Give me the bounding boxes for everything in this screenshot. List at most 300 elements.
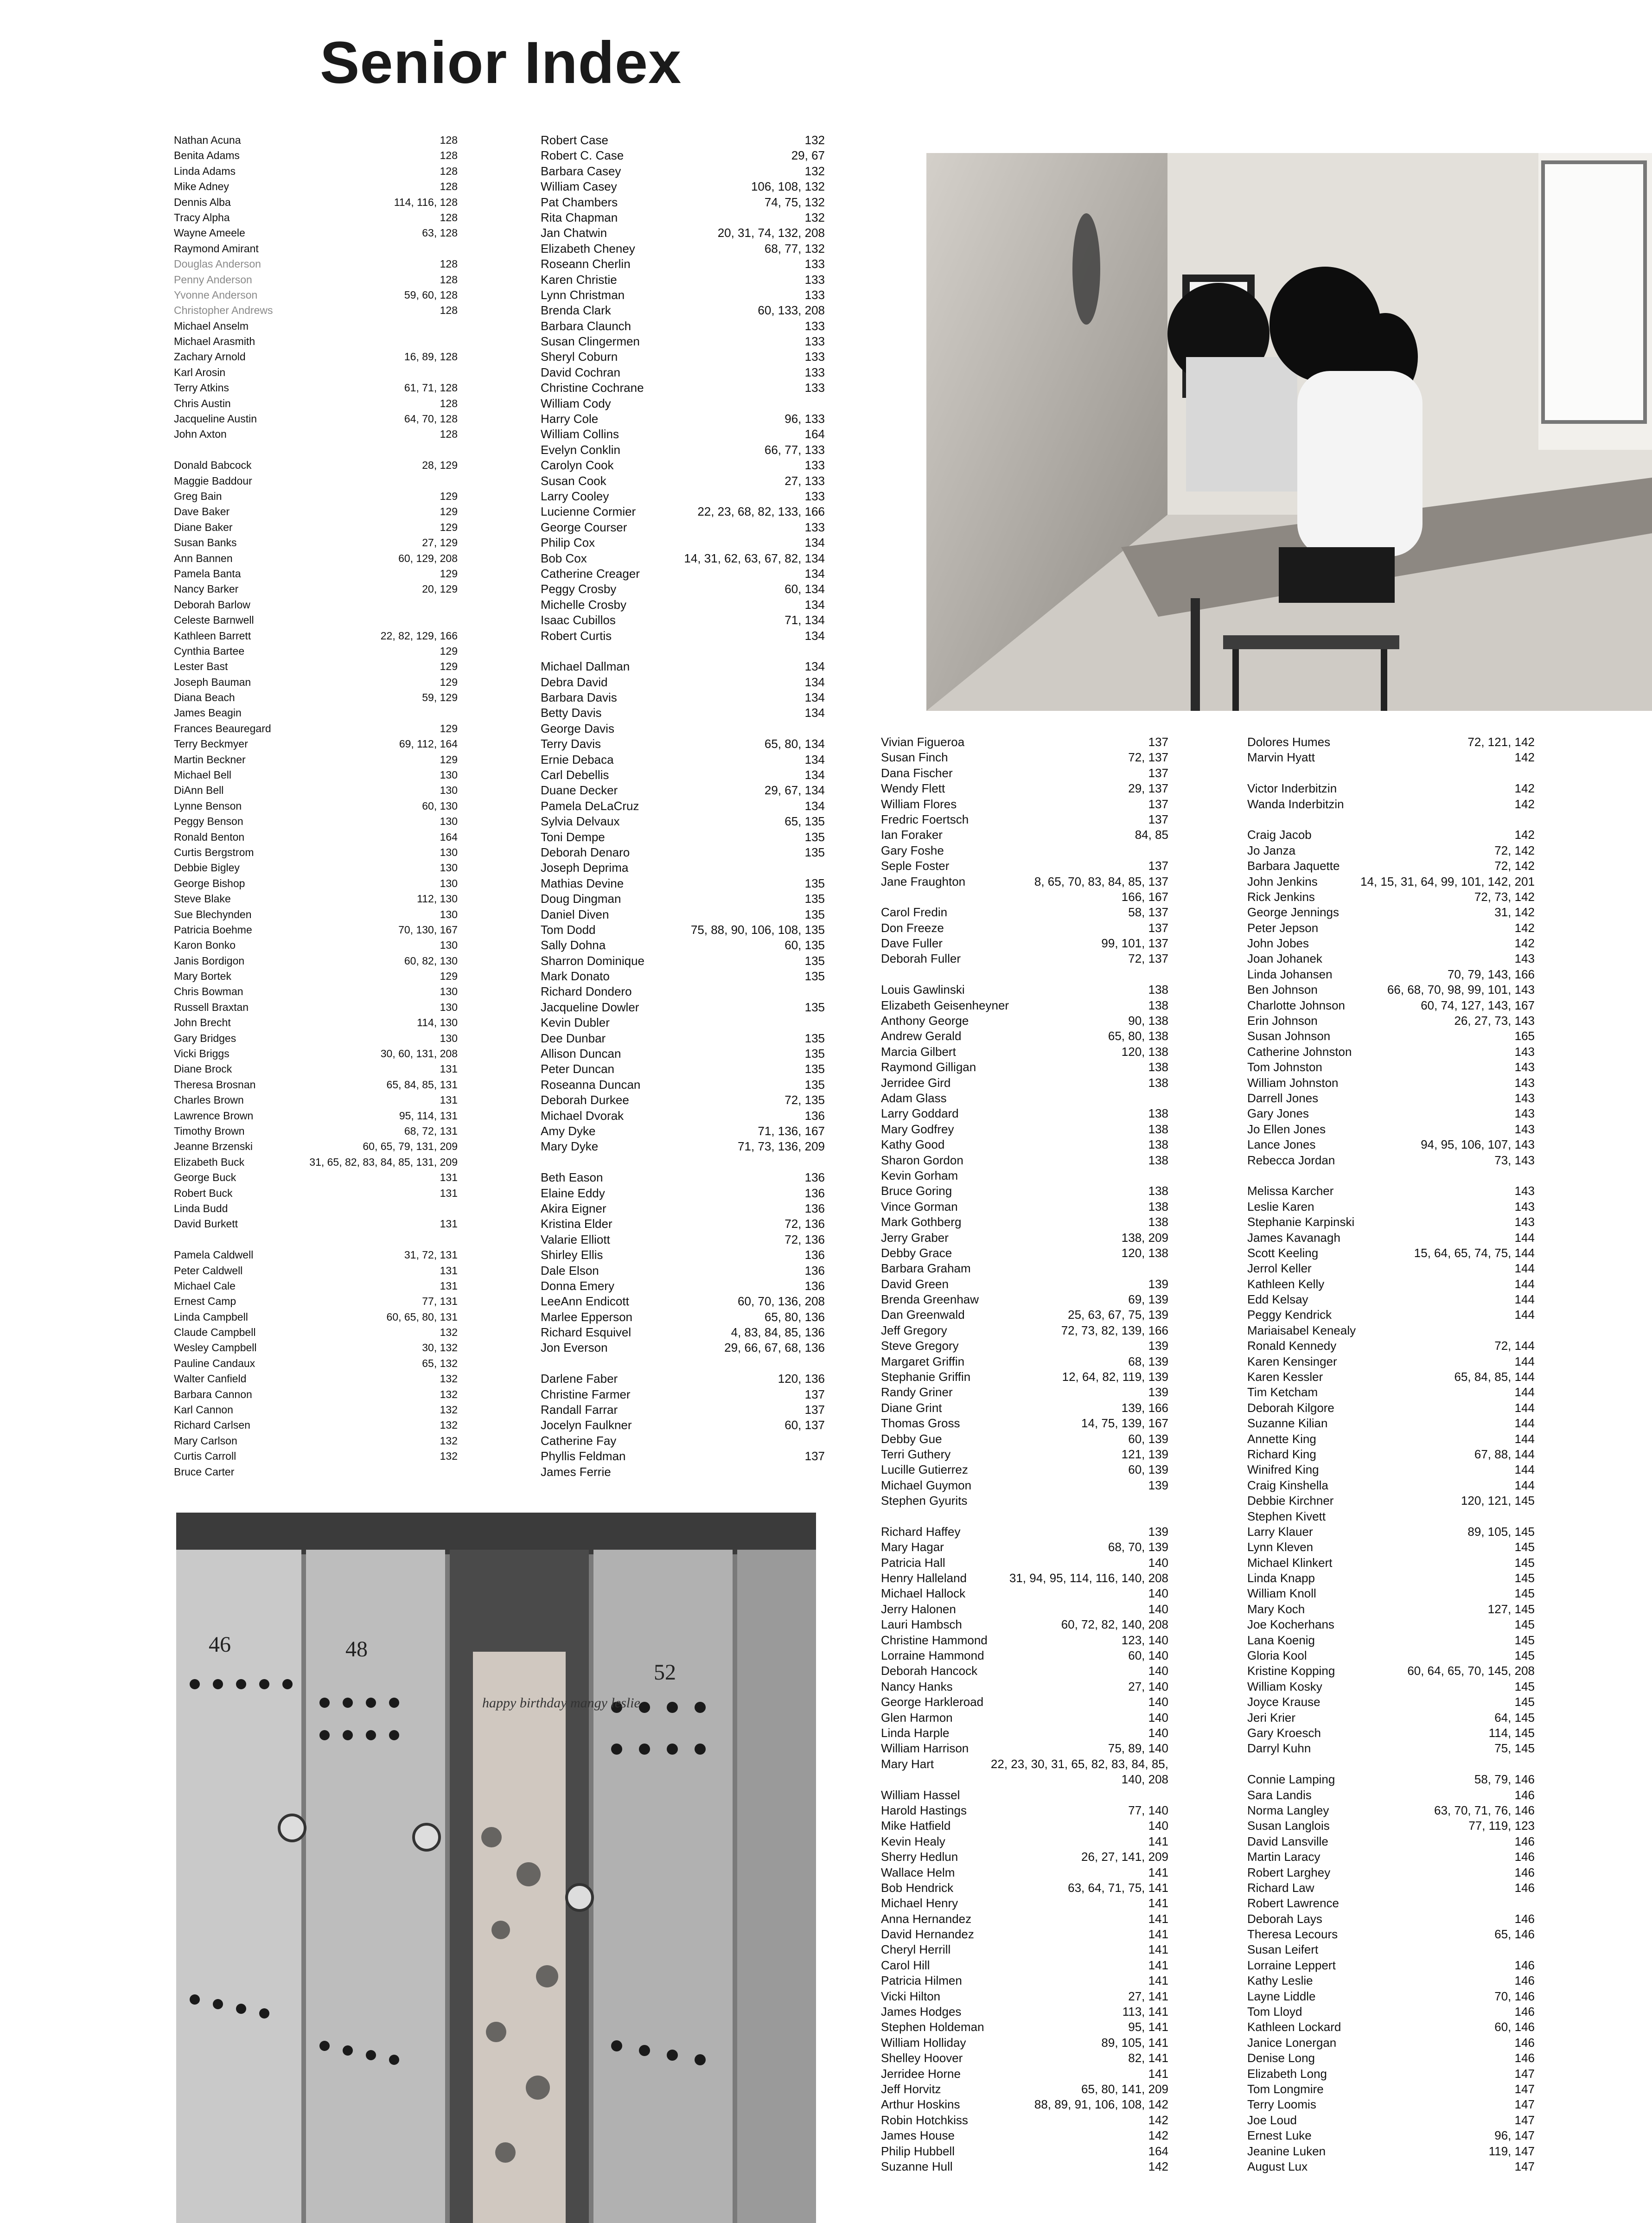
index-entry (1247, 1648, 1535, 1663)
entry-name: Lauri Hambsch (881, 1617, 962, 1632)
index-entry (541, 396, 825, 411)
entry-pages: 77, 131 (422, 1295, 458, 1308)
entry-name: David Cochran (541, 365, 620, 379)
entry-pages: 60, 64, 65, 70, 145, 208 (1407, 1664, 1535, 1678)
entry-name: August Lux (1247, 2159, 1308, 2173)
entry-name: Randall Farrar (541, 1403, 618, 1417)
entry-name: Diana Beach (174, 691, 235, 704)
entry-name: Susan Cook (541, 473, 606, 488)
entry-name: Deborah Durkee (541, 1093, 629, 1107)
entry-pages: 129 (440, 722, 458, 735)
entry-name: Debbie Bigley (174, 862, 240, 874)
entry-pages: 137 (1148, 920, 1168, 935)
entry-name: Barbara Claunch (541, 319, 631, 333)
index-entry (1247, 2159, 1535, 2174)
entry-pages: 142 (1148, 2113, 1168, 2127)
entry-pages: 128 (440, 304, 458, 317)
entry-name: Raymond Amirant (174, 242, 259, 255)
entry-name: Denise Long (1247, 2051, 1315, 2065)
index-entry (541, 427, 825, 442)
index-entry (541, 1015, 825, 1030)
entry-name: Victor Inderbitzin (1247, 781, 1337, 796)
entry-name: William Flores (881, 797, 957, 811)
index-entry (881, 1075, 1168, 1091)
entry-name: John Jobes (1247, 936, 1309, 951)
index-entry (541, 705, 825, 721)
entry-name: Joseph Deprima (541, 861, 629, 875)
index-entry (541, 938, 825, 953)
entry-pages: 132 (804, 210, 825, 224)
index-entry (174, 1000, 458, 1015)
entry-name: James Ferrie (541, 1464, 611, 1479)
entry-name: William Cody (541, 396, 611, 410)
index-entry (541, 1247, 825, 1263)
entry-pages: 89, 105, 141 (1101, 2035, 1168, 2050)
entry-pages: 144 (1514, 1261, 1535, 1276)
entry-pages: 71, 136, 167 (758, 1124, 825, 1138)
entry-pages: 146 (1514, 1880, 1535, 1895)
entry-pages: 65, 80, 136 (764, 1310, 825, 1324)
entry-pages: 143 (1514, 1184, 1535, 1198)
index-entry (174, 860, 458, 875)
entry-pages: 138 (1148, 1184, 1168, 1198)
entry-name: Winifred King (1247, 1463, 1319, 1477)
index-entry (881, 1493, 1168, 1508)
entry-pages: 64, 70, 128 (404, 413, 458, 425)
entry-name: Gary Foshe (881, 843, 944, 857)
entry-pages: 63, 128 (422, 227, 458, 239)
locker-number-48: 48 (345, 1637, 368, 1661)
entry-name: Ernie Debaca (541, 752, 614, 767)
index-entry (174, 891, 458, 907)
entry-pages: 143 (1514, 1122, 1535, 1136)
section-gap (541, 644, 825, 659)
entry-pages: 131 (440, 1264, 458, 1277)
entry-pages: 142 (1514, 936, 1535, 951)
entry-pages: 140 (1148, 1819, 1168, 1833)
entry-pages: 135 (804, 1047, 825, 1061)
entry-pages: 69, 139 (1128, 1292, 1168, 1307)
entry-name: Jane Fraughton (881, 874, 966, 888)
index-entry (174, 1124, 458, 1139)
index-entry (881, 1137, 1168, 1152)
entry-pages: 72, 142 (1494, 843, 1535, 857)
entry-name: Deborah Hancock (881, 1664, 978, 1678)
index-entry (881, 951, 1168, 966)
entry-name: Catherine Creager (541, 566, 640, 581)
entry-pages: 146 (1514, 1865, 1535, 1879)
entry-name: James Hodges (881, 2005, 962, 2019)
entry-pages: 133 (804, 520, 825, 534)
index-entry (174, 597, 458, 613)
entry-name: Curtis Bergstrom (174, 846, 254, 858)
index-entry (881, 1679, 1168, 1694)
entry-name: Ernest Camp (174, 1295, 236, 1308)
index-entry (541, 1232, 825, 1247)
entry-name: Pauline Candaux (174, 1357, 255, 1369)
entry-pages: 133 (804, 365, 825, 379)
entry-name: Vicki Hilton (881, 1989, 941, 2003)
entry-name: William Kosky (1247, 1679, 1322, 1693)
index-entry (174, 195, 458, 210)
entry-name: Wendy Flett (881, 781, 945, 796)
index-entry (1247, 1602, 1535, 1617)
entry-pages: 145 (1514, 1586, 1535, 1601)
index-entry (541, 1371, 825, 1386)
index-column-2 (541, 133, 825, 1480)
index-entry (1247, 1509, 1535, 1524)
index-entry (881, 797, 1168, 812)
index-entry (541, 1108, 825, 1124)
entry-pages: 31, 65, 82, 83, 84, 85, 131, 209 (309, 1156, 458, 1168)
index-entry (541, 303, 825, 318)
entry-pages: 130 (440, 877, 458, 889)
entry-name: Susan Johnson (1247, 1029, 1331, 1043)
entry-name: Chris Bowman (174, 985, 243, 998)
entry-name: Michael Henry (881, 1896, 958, 1910)
entry-name: Peter Duncan (541, 1062, 614, 1076)
entry-pages: 145 (1514, 1633, 1535, 1647)
entry-name: Jon Everson (541, 1341, 608, 1355)
entry-name: Dan Greenwald (881, 1308, 965, 1322)
index-entry (881, 1369, 1168, 1385)
entry-pages: 65, 84, 85, 131 (386, 1078, 458, 1091)
entry-pages: 147 (1514, 2097, 1535, 2112)
entry-pages: 132 (440, 1404, 458, 1416)
index-entry (1247, 998, 1535, 1013)
index-entry (1247, 1385, 1535, 1400)
index-entry (1247, 1539, 1535, 1555)
index-entry (174, 1108, 458, 1124)
index-entry (541, 349, 825, 364)
index-entry (541, 1170, 825, 1185)
entry-name: Marvin Hyatt (1247, 750, 1315, 765)
entry-pages: 146 (1514, 1834, 1535, 1848)
entry-pages: 60, 130 (422, 799, 458, 812)
index-entry (881, 1694, 1168, 1710)
index-entry (1247, 1880, 1535, 1896)
entry-pages: 134 (804, 659, 825, 674)
index-entry (174, 1310, 458, 1325)
section-gap (174, 442, 458, 458)
entry-name: Larry Goddard (881, 1106, 959, 1121)
entry-name: Jeff Gregory (881, 1323, 947, 1337)
entry-name: Karl Arosin (174, 366, 226, 378)
entry-name: Diane Baker (174, 521, 233, 533)
index-entry (541, 1402, 825, 1418)
entry-name: Barbara Casey (541, 164, 621, 178)
entry-name: Karen Kessler (1247, 1370, 1323, 1384)
entry-name: Mary Godfrey (881, 1122, 954, 1136)
entry-pages: 137 (1148, 766, 1168, 780)
entry-name: Zachary Arnold (174, 351, 246, 363)
index-entry (1247, 1710, 1535, 1725)
entry-pages: 99, 101, 137 (1101, 936, 1168, 951)
index-entry (881, 889, 1168, 905)
entry-name: Mariaisabel Kenealy (1247, 1323, 1356, 1337)
section-gap (541, 1356, 825, 1371)
index-entry (1247, 2019, 1535, 2035)
entry-pages: 131 (440, 1063, 458, 1075)
index-entry (174, 365, 458, 380)
index-entry (1247, 1431, 1535, 1447)
index-entry (174, 675, 458, 690)
entry-pages: 25, 63, 67, 75, 139 (1068, 1308, 1168, 1322)
entry-name: Craig Kinshella (1247, 1478, 1328, 1492)
entry-name: Mary Bortek (174, 970, 231, 983)
entry-pages: 29, 67 (791, 148, 825, 163)
entry-name: Robin Hotchkiss (881, 2113, 968, 2127)
entry-name: Curtis Carroll (174, 1450, 236, 1463)
entry-pages: 60, 82, 130 (404, 954, 458, 967)
entry-name: Jerry Graber (881, 1230, 949, 1245)
index-entry (174, 783, 458, 798)
page-title: Senior Index (320, 30, 682, 96)
study-photo (926, 153, 1652, 711)
entry-pages: 67, 88, 144 (1474, 1447, 1535, 1461)
entry-pages: 26, 27, 73, 143 (1454, 1014, 1535, 1028)
entry-pages: 144 (1514, 1230, 1535, 1245)
entry-pages: 138 (1148, 998, 1168, 1012)
entry-pages: 132 (440, 1450, 458, 1463)
entry-name: Michael Arasmith (174, 335, 255, 348)
index-entry (541, 319, 825, 334)
entry-pages: 60, 146 (1494, 2020, 1535, 2034)
entry-name: Harry Cole (541, 412, 599, 426)
index-entry (541, 164, 825, 179)
index-entry (1247, 1153, 1535, 1168)
entry-pages: 65, 80, 134 (764, 737, 825, 751)
index-entry (1247, 1230, 1535, 1246)
entry-pages: 131 (440, 1218, 458, 1230)
entry-pages: 128 (440, 428, 458, 441)
entry-pages: 136 (804, 1201, 825, 1215)
index-entry (881, 2035, 1168, 2051)
entry-name: Ronald Kennedy (1247, 1339, 1337, 1353)
entry-pages: 134 (804, 690, 825, 705)
entry-name: Lawrence Brown (174, 1109, 254, 1122)
entry-pages: 144 (1514, 1400, 1535, 1415)
entry-pages: 143 (1514, 1075, 1535, 1090)
entry-pages: 75, 88, 90, 106, 108, 135 (690, 922, 825, 937)
entry-name: Lynne Benson (174, 799, 242, 812)
entry-name: Annette King (1247, 1431, 1316, 1446)
index-entry (1247, 1354, 1535, 1369)
entry-name: Gloria Kool (1247, 1648, 1307, 1663)
entry-pages: 166, 167 (1121, 889, 1168, 904)
index-entry (541, 1418, 825, 1433)
entry-name: Layne Liddle (1247, 1989, 1316, 2003)
entry-name: Carl Debellis (541, 768, 609, 782)
entry-pages: 68, 70, 139 (1108, 1540, 1168, 1554)
entry-name: Kevin Healy (881, 1834, 945, 1848)
entry-name: Jeff Horvitz (881, 2082, 941, 2096)
index-entry (174, 1402, 458, 1418)
entry-pages: 141 (1148, 1927, 1168, 1942)
index-entry (174, 319, 458, 334)
entry-name: Carolyn Cook (541, 458, 614, 473)
entry-name: Carol Hill (881, 1958, 930, 1972)
entry-pages: 164 (804, 427, 825, 441)
entry-pages: 144 (1514, 1463, 1535, 1477)
entry-pages: 141 (1148, 1896, 1168, 1910)
index-entry (541, 287, 825, 303)
index-entry (1247, 1958, 1535, 1973)
index-entry (1247, 1338, 1535, 1354)
entry-name: Isaac Cubillos (541, 613, 616, 627)
index-entry (541, 1201, 825, 1216)
index-entry (1247, 1788, 1535, 1803)
entry-pages: 130 (440, 908, 458, 920)
entry-name: Peggy Benson (174, 815, 243, 828)
index-entry (541, 798, 825, 814)
entry-name: Bob Hendrick (881, 1880, 954, 1895)
index-entry (174, 458, 458, 473)
index-entry (881, 1307, 1168, 1322)
index-entry (174, 830, 458, 845)
entry-pages: 60, 135 (785, 938, 825, 952)
entry-pages: 130 (440, 1001, 458, 1013)
entry-pages: 140 (1148, 1586, 1168, 1601)
index-entry (1247, 1122, 1535, 1137)
entry-name: Richard Law (1247, 1880, 1314, 1895)
entry-pages: 69, 112, 164 (399, 738, 458, 750)
entry-pages: 73, 143 (1494, 1153, 1535, 1167)
entry-pages: 60, 72, 82, 140, 208 (1061, 1617, 1168, 1632)
index-entry (1247, 889, 1535, 905)
entry-name: Penny Anderson (174, 273, 252, 286)
entry-pages: 135 (804, 830, 825, 844)
entry-pages: 14, 31, 62, 63, 67, 82, 134 (684, 551, 825, 565)
index-entry (881, 1803, 1168, 1818)
index-entry (541, 1216, 825, 1232)
index-entry (1247, 1989, 1535, 2004)
index-entry (541, 210, 825, 225)
entry-pages: 133 (804, 350, 825, 364)
index-entry (174, 551, 458, 566)
entry-pages: 138 (1148, 1075, 1168, 1090)
entry-pages: 138 (1148, 1106, 1168, 1121)
index-entry (881, 2082, 1168, 2097)
entry-name: Frances Beauregard (174, 722, 271, 735)
index-entry (541, 581, 825, 597)
entry-pages: 140, 208 (1121, 1772, 1168, 1787)
index-entry (174, 736, 458, 752)
index-entry (1247, 1091, 1535, 1106)
entry-name: Mark Gothberg (881, 1215, 962, 1229)
entry-pages: 132 (440, 1373, 458, 1385)
entry-pages: 134 (804, 597, 825, 612)
entry-pages: 133 (804, 257, 825, 271)
entry-pages: 141 (1148, 1974, 1168, 1988)
index-entry (541, 783, 825, 798)
entry-pages: 96, 133 (785, 412, 825, 426)
entry-pages: 72, 137 (1128, 750, 1168, 765)
entry-pages: 133 (804, 489, 825, 503)
entry-pages: 134 (804, 798, 825, 813)
entry-pages: 68, 77, 132 (764, 241, 825, 256)
index-entry (174, 845, 458, 860)
entry-name: Thomas Gross (881, 1416, 960, 1431)
index-entry (174, 566, 458, 581)
index-entry (174, 1092, 458, 1108)
index-entry (174, 256, 458, 272)
index-entry (174, 272, 458, 287)
entry-name: Lester Bast (174, 660, 228, 673)
entry-pages: 136 (804, 1108, 825, 1123)
index-entry (174, 705, 458, 721)
entry-name: Dave Baker (174, 505, 230, 518)
entry-name: Jo Janza (1247, 843, 1296, 857)
index-entry (881, 750, 1168, 765)
index-entry (1247, 1803, 1535, 1818)
entry-name: Betty Davis (541, 706, 602, 720)
index-entry (541, 1077, 825, 1092)
entry-pages: 65, 132 (422, 1357, 458, 1369)
entry-name: Diane Brock (174, 1063, 232, 1075)
entry-name: Karl Cannon (174, 1404, 233, 1416)
index-entry (1247, 843, 1535, 858)
entry-pages: 16, 89, 128 (404, 351, 458, 363)
entry-name: Elizabeth Cheney (541, 241, 635, 256)
entry-pages: 60, 137 (785, 1418, 825, 1432)
entry-pages: 141 (1148, 1958, 1168, 1972)
index-entry (881, 1246, 1168, 1261)
entry-pages: 138 (1148, 983, 1168, 997)
index-entry (1247, 1369, 1535, 1385)
entry-name: William Johnston (1247, 1075, 1339, 1090)
entry-name: Patricia Boehme (174, 923, 252, 936)
entry-name: Steve Gregory (881, 1339, 959, 1353)
entry-name: David Burkett (174, 1218, 238, 1230)
entry-pages: 132 (440, 1388, 458, 1400)
index-entry (541, 365, 825, 380)
entry-name: Daniel Diven (541, 907, 609, 921)
index-entry (174, 907, 458, 922)
entry-name: Gary Jones (1247, 1106, 1309, 1121)
entry-name: Karen Kensinger (1247, 1354, 1337, 1368)
index-entry (174, 1077, 458, 1092)
entry-name: Jerridee Gird (881, 1075, 951, 1090)
entry-pages: 75, 89, 140 (1108, 1741, 1168, 1756)
index-entry (174, 984, 458, 999)
entry-pages: 89, 105, 145 (1467, 1524, 1535, 1539)
index-entry (174, 303, 458, 318)
entry-pages: 140 (1148, 1726, 1168, 1740)
index-entry (174, 1387, 458, 1402)
index-entry (881, 1338, 1168, 1354)
index-entry (541, 442, 825, 458)
entry-name: Glen Harmon (881, 1710, 953, 1725)
index-entry (1247, 1571, 1535, 1586)
index-entry (541, 953, 825, 969)
index-entry (174, 1340, 458, 1355)
index-entry (541, 1387, 825, 1402)
entry-pages: 134 (804, 536, 825, 550)
entry-pages: 84, 85 (1135, 828, 1168, 842)
entry-pages: 147 (1514, 2066, 1535, 2081)
index-entry (881, 1524, 1168, 1539)
entry-name: George Davis (541, 721, 614, 735)
entry-name: Linda Campbell (174, 1310, 248, 1323)
index-column-3 (881, 735, 1168, 2174)
index-entry (541, 566, 825, 581)
index-entry (541, 473, 825, 489)
entry-pages: 146 (1514, 1788, 1535, 1802)
entry-name: Mary Koch (1247, 1602, 1305, 1616)
index-entry (541, 1000, 825, 1015)
entry-name: Chris Austin (174, 397, 231, 409)
